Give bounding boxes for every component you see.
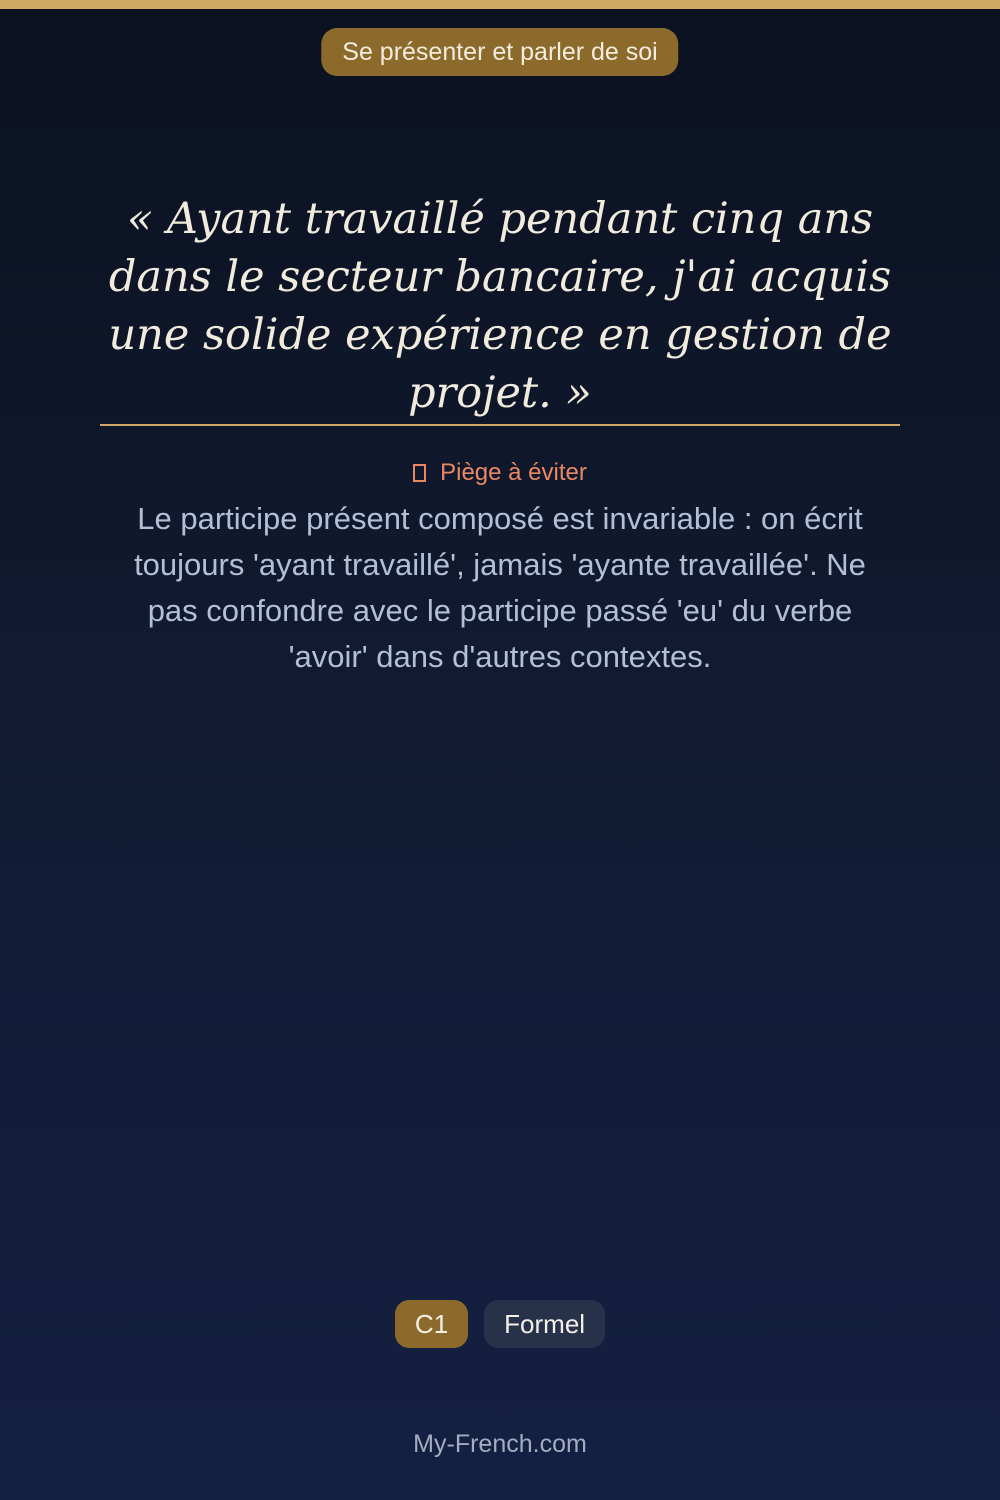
site-footer: My-French.com (413, 1430, 587, 1458)
top-accent-bar (0, 0, 1000, 9)
pitfall-explanation: Le participe présent composé est invariable : on écrit toujours 'ayant travaillé', jamais 'ayante travaillée'. Ne pas confondre avec le participe passé 'eu' du verbe 'avoir' dans d'autres contextes. (134, 501, 866, 674)
pitfall-heading (0, 458, 1000, 488)
divider (100, 424, 900, 426)
level-tag: C1 (395, 1300, 468, 1348)
example-sentence: « Ayant travaillé pendant cinq ans dans le secteur bancaire, j'ai acquis une solide expérience en gestion de projet. » (108, 194, 892, 418)
register-tag: Formel (484, 1300, 605, 1348)
tag-list (0, 1300, 1000, 1348)
warning-icon (413, 464, 426, 482)
pitfall-title: Piège à éviter (440, 459, 587, 486)
category-badge: Se présenter et parler de soi (321, 28, 678, 76)
